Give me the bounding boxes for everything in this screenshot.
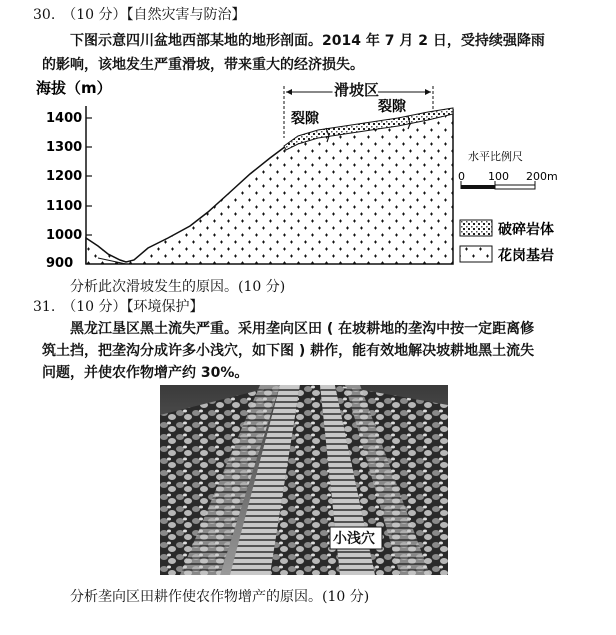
y-tick-label: 1000 <box>46 228 83 243</box>
y-tick-label: 1300 <box>46 140 83 155</box>
scale-tick-label: 200m <box>526 170 558 183</box>
q31-body-line1: 黑龙江垦区黑土流失严重。采用垄向区田 ( 在坡耕地的垄沟中按一定距离修 <box>70 321 535 337</box>
y-tick-label: 1100 <box>46 199 83 214</box>
terrain-profile-svg <box>28 78 588 278</box>
scale-tick-label: 100 <box>488 170 509 183</box>
q30-body-line1: 下图示意四川盆地西部某地的地形剖面。2014 年 7 月 2 日，受持续强降雨 <box>70 33 545 49</box>
field-photo <box>160 385 448 575</box>
terrain-profile-figure <box>28 78 588 278</box>
granite-bedrock <box>86 110 453 264</box>
photo-label: 小浅穴 <box>333 531 375 547</box>
q30-body-line2: 的影响，该地发生严重滑坡，带来重大的经济损失。 <box>42 57 364 73</box>
q31-header: 31. （10 分）【环境保护】 <box>33 299 204 315</box>
scale-bar-open <box>495 185 535 189</box>
y-axis-label: 海拔（m） <box>36 79 112 97</box>
q30-header: 30. （10 分）【自然灾害与防治】 <box>33 7 246 23</box>
y-tick-label: 1200 <box>46 169 83 184</box>
legend-label-granite: 花岗基岩 <box>498 248 554 264</box>
legend-swatch-fractured <box>460 220 492 236</box>
arrow-head-left <box>286 89 292 95</box>
field-photo-svg <box>160 385 448 575</box>
q30-question: 分析此次滑坡发生的原因。(10 分) <box>70 279 286 295</box>
y-tick-label: 900 <box>46 256 74 271</box>
q31-question: 分析垄向区田耕作使农作物增产的原因。(10 分) <box>70 589 370 605</box>
scale-tick-label: 0 <box>458 170 465 183</box>
legend-swatch-granite <box>460 246 492 262</box>
scale-bar-solid <box>461 185 495 189</box>
crack-label-2: 裂隙 <box>378 99 406 115</box>
landslide-zone-label: 滑坡区 <box>334 81 380 99</box>
q31-body-line3: 问题，并使农作物增产约 30%。 <box>42 365 249 381</box>
arrow-head-right <box>425 89 431 95</box>
crack-label-1: 裂隙 <box>291 111 319 127</box>
y-tick-label: 1400 <box>46 111 83 126</box>
legend-label-fractured: 破碎岩体 <box>498 222 554 238</box>
q31-body-line2: 筑土挡，把垄沟分成许多小浅穴，如下图 ) 耕作，能有效地解决坡耕地黑土流失 <box>42 343 535 359</box>
scale-title: 水平比例尺 <box>468 150 523 163</box>
